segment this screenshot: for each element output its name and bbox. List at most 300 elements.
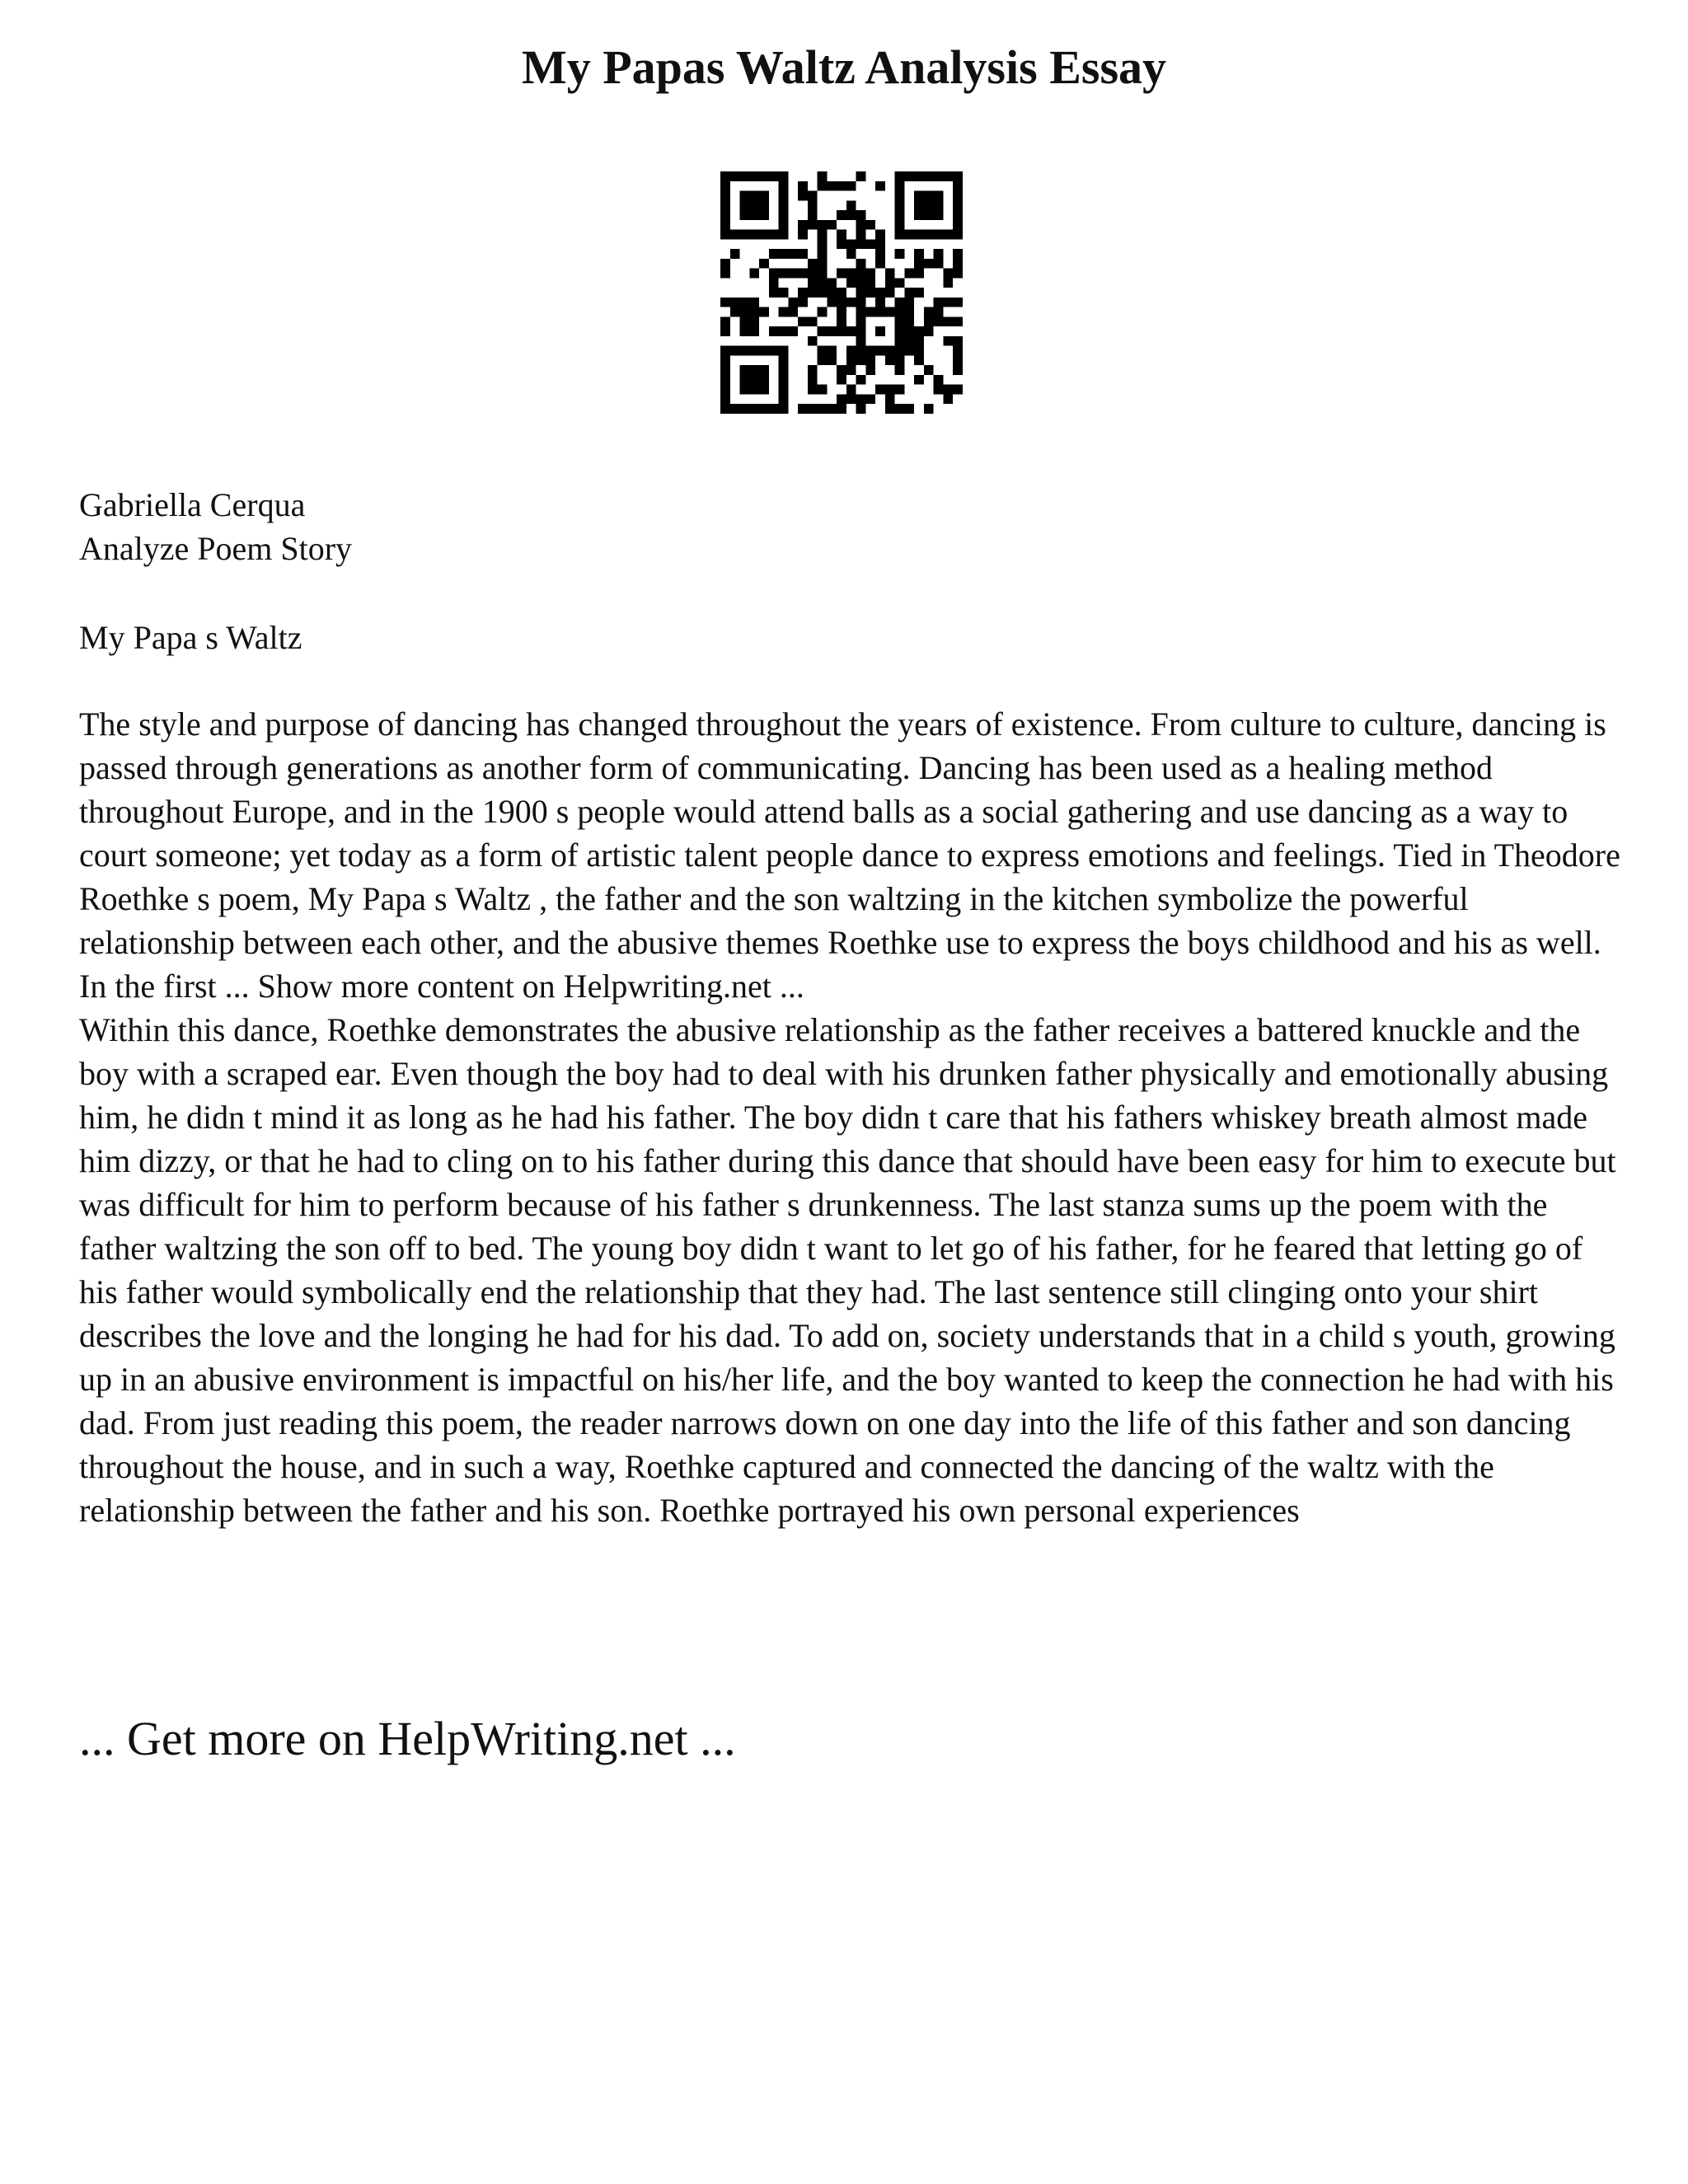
qr-module: [846, 346, 856, 356]
qr-module: [769, 230, 779, 240]
qr-module: [953, 355, 963, 365]
qr-module: [924, 316, 934, 326]
qr-module: [934, 230, 944, 240]
qr-module: [865, 394, 875, 404]
qr-module: [808, 191, 818, 201]
qr-module: [749, 307, 759, 317]
qr-module: [720, 230, 730, 240]
qr-module: [827, 181, 837, 191]
qr-module: [875, 298, 885, 307]
qr-module: [953, 259, 963, 269]
qr-module: [865, 307, 875, 317]
qr-module: [885, 394, 895, 404]
qr-module: [818, 355, 828, 365]
qr-module: [749, 210, 759, 220]
qr-module: [808, 288, 818, 298]
qr-module: [856, 394, 866, 404]
qr-module: [720, 346, 730, 356]
qr-module: [740, 375, 750, 385]
qr-module: [895, 336, 905, 346]
qr-module: [788, 249, 798, 259]
qr-module: [769, 278, 779, 288]
qr-module: [856, 230, 866, 240]
qr-module: [749, 326, 759, 336]
qr-module: [808, 404, 818, 414]
qr-module: [808, 259, 818, 269]
qr-module: [759, 200, 769, 210]
qr-module: [934, 375, 944, 385]
qr-module: [953, 346, 963, 356]
qr-module: [856, 346, 866, 356]
qr-module: [914, 336, 924, 346]
qr-module: [837, 181, 846, 191]
qr-module: [837, 298, 846, 307]
qr-module: [808, 385, 818, 395]
qr-module: [856, 210, 866, 220]
qr-module: [769, 346, 779, 356]
qr-module: [720, 210, 730, 220]
qr-module: [934, 200, 944, 210]
qr-module: [798, 316, 808, 326]
qr-module: [749, 385, 759, 395]
qr-module: [740, 298, 750, 307]
qr-module: [895, 404, 905, 414]
qr-module: [846, 365, 856, 375]
qr-module: [885, 355, 895, 365]
qr-module: [740, 200, 750, 210]
qr-module: [818, 239, 828, 249]
qr-module: [914, 355, 924, 365]
qr-module: [856, 375, 866, 385]
qr-module: [885, 346, 895, 356]
qr-module: [837, 326, 846, 336]
qr-module: [818, 259, 828, 269]
qr-module: [798, 220, 808, 230]
qr-module: [865, 346, 875, 356]
qr-module: [953, 200, 963, 210]
qr-module: [943, 336, 953, 346]
author-block: [79, 483, 352, 570]
qr-module: [798, 404, 808, 414]
qr-module: [875, 239, 885, 249]
qr-module: [885, 278, 895, 288]
qr-module: [808, 336, 818, 346]
qr-module: [914, 269, 924, 279]
qr-module: [914, 210, 924, 220]
qr-module: [846, 269, 856, 279]
qr-module: [818, 171, 828, 181]
qr-module: [865, 365, 875, 375]
qr-module: [846, 200, 856, 210]
qr-module: [788, 307, 798, 317]
qr-module: [856, 171, 866, 181]
qr-module: [720, 191, 730, 201]
qr-module: [895, 316, 905, 326]
qr-module: [818, 278, 828, 288]
qr-module: [914, 259, 924, 269]
qr-module: [740, 385, 750, 395]
qr-module: [818, 249, 828, 259]
qr-module: [740, 307, 750, 317]
qr-module: [943, 394, 953, 404]
qr-module: [856, 355, 866, 365]
qr-module: [924, 307, 934, 317]
qr-module: [943, 171, 953, 181]
qr-module: [779, 375, 789, 385]
qr-module: [895, 307, 905, 317]
qr-module: [779, 394, 789, 404]
qr-module: [808, 210, 818, 220]
qr-module: [914, 200, 924, 210]
qr-module: [720, 394, 730, 404]
qr-module: [856, 404, 866, 414]
qr-module: [798, 191, 808, 201]
qr-module: [934, 307, 944, 317]
qr-module: [846, 181, 856, 191]
qr-module: [856, 316, 866, 326]
qr-module: [720, 259, 730, 269]
qr-module: [720, 298, 730, 307]
qr-module: [759, 259, 769, 269]
footer-link-text: ... Get more on HelpWriting.net ...: [79, 1712, 736, 1765]
qr-module: [885, 385, 895, 395]
qr-module: [895, 385, 905, 395]
qr-module: [779, 365, 789, 375]
qr-module: [740, 346, 750, 356]
qr-module: [953, 181, 963, 191]
qr-module: [779, 307, 789, 317]
qr-module: [953, 316, 963, 326]
qr-module: [827, 326, 837, 336]
qr-module: [779, 288, 789, 298]
qr-module: [720, 355, 730, 365]
qr-module: [730, 404, 740, 414]
qr-module: [914, 326, 924, 336]
qr-module: [827, 404, 837, 414]
qr-module: [759, 230, 769, 240]
qr-module: [865, 269, 875, 279]
qr-module: [837, 288, 846, 298]
qr-module: [740, 326, 750, 336]
qr-module: [720, 375, 730, 385]
qr-module: [856, 278, 866, 288]
qr-module: [740, 230, 750, 240]
qr-module: [943, 316, 953, 326]
qr-module: [914, 191, 924, 201]
qr-module: [740, 210, 750, 220]
qr-module: [720, 326, 730, 336]
qr-module: [779, 181, 789, 191]
qr-module: [934, 171, 944, 181]
qr-module: [779, 200, 789, 210]
qr-module: [808, 269, 818, 279]
qr-module: [818, 404, 828, 414]
qr-module: [749, 404, 759, 414]
qr-module: [856, 298, 866, 307]
page-title: My Papas Waltz Analysis Essay: [521, 40, 1167, 94]
qr-module: [904, 326, 914, 336]
qr-module: [846, 210, 856, 220]
qr-module: [914, 288, 924, 298]
qr-module: [740, 365, 750, 375]
essay-body: [79, 702, 1629, 1532]
qr-module: [895, 171, 905, 181]
qr-module: [730, 171, 740, 181]
qr-module: [720, 200, 730, 210]
qr-module: [779, 326, 789, 336]
qr-module: [818, 288, 828, 298]
qr-module: [953, 269, 963, 279]
qr-module: [953, 191, 963, 201]
qr-module: [846, 385, 856, 395]
qr-module: [875, 288, 885, 298]
qr-module: [895, 326, 905, 336]
qr-module: [865, 288, 875, 298]
qr-module: [895, 181, 905, 191]
qr-module: [943, 385, 953, 395]
qr-module: [779, 171, 789, 181]
essay-subtitle: My Papa s Waltz: [79, 619, 302, 656]
qr-module: [720, 220, 730, 230]
qr-module: [779, 210, 789, 220]
qr-module: [924, 230, 934, 240]
qr-module: [818, 269, 828, 279]
qr-module: [827, 220, 837, 230]
qr-module: [769, 404, 779, 414]
qr-module: [759, 375, 769, 385]
qr-module: [953, 336, 963, 346]
qr-module: [914, 249, 924, 259]
qr-module: [779, 355, 789, 365]
qr-module: [759, 404, 769, 414]
qr-module: [856, 269, 866, 279]
qr-module: [904, 171, 914, 181]
qr-module: [730, 307, 740, 317]
assignment-label: Analyze Poem Story: [79, 530, 353, 567]
qr-module: [895, 365, 905, 375]
qr-module: [837, 269, 846, 279]
qr-module: [740, 191, 750, 201]
qr-module: [943, 278, 953, 288]
qr-module: [953, 385, 963, 395]
qr-module: [895, 191, 905, 201]
qr-module: [914, 346, 924, 356]
qr-module: [934, 298, 944, 307]
author-name: Gabriella Cerqua: [79, 486, 306, 523]
qr-module: [720, 404, 730, 414]
qr-module: [730, 298, 740, 307]
qr-module: [798, 269, 808, 279]
qr-module: [749, 365, 759, 375]
qr-module: [779, 191, 789, 201]
qr-module: [953, 298, 963, 307]
qr-module: [875, 326, 885, 336]
qr-module: [953, 230, 963, 240]
qr-module: [837, 230, 846, 240]
qr-module: [875, 259, 885, 269]
qr-module: [837, 365, 846, 375]
qr-module: [759, 171, 769, 181]
qr-module: [846, 355, 856, 365]
qr-module: [788, 298, 798, 307]
qr-module: [895, 355, 905, 365]
qr-module: [827, 298, 837, 307]
qr-module: [904, 230, 914, 240]
qr-module: [740, 316, 750, 326]
qr-module: [885, 404, 895, 414]
qr-module: [818, 326, 828, 336]
qr-module: [934, 259, 944, 269]
qr-module: [875, 385, 885, 395]
qr-module: [759, 191, 769, 201]
qr-module: [818, 307, 828, 317]
qr-module: [865, 239, 875, 249]
qr-module: [953, 365, 963, 375]
qr-module: [720, 181, 730, 191]
qr-module: [914, 171, 924, 181]
qr-module: [818, 181, 828, 191]
qr-module: [837, 316, 846, 326]
qr-module: [827, 278, 837, 288]
qr-module: [943, 298, 953, 307]
qr-module: [759, 385, 769, 395]
qr-module: [749, 298, 759, 307]
qr-module: [808, 200, 818, 210]
qr-module: [808, 278, 818, 288]
qr-module: [769, 269, 779, 279]
qr-module: [720, 385, 730, 395]
qr-module: [769, 171, 779, 181]
qr-module: [779, 249, 789, 259]
qr-module: [885, 288, 895, 298]
qr-module: [953, 210, 963, 220]
qr-module: [730, 230, 740, 240]
qr-module: [953, 249, 963, 259]
qr-module: [827, 346, 837, 356]
qr-module: [720, 269, 730, 279]
qr-module: [895, 200, 905, 210]
qr-module: [759, 210, 769, 220]
qr-module: [846, 249, 856, 259]
qr-module: [788, 269, 798, 279]
qr-module: [846, 326, 856, 336]
qr-module: [749, 230, 759, 240]
qr-module: [924, 210, 934, 220]
qr-module: [856, 259, 866, 269]
qr-module: [953, 171, 963, 181]
qr-module: [924, 171, 934, 181]
qr-module: [924, 200, 934, 210]
qr-module: [779, 220, 789, 230]
qr-module: [875, 249, 885, 259]
qr-module: [895, 249, 905, 259]
qr-module: [856, 326, 866, 336]
qr-module: [837, 375, 846, 385]
qr-module: [934, 191, 944, 201]
qr-module: [720, 171, 730, 181]
qr-module: [895, 346, 905, 356]
qr-module: [904, 288, 914, 298]
qr-module: [934, 385, 944, 395]
qr-module: [924, 259, 934, 269]
qr-module: [924, 191, 934, 201]
qr-module: [779, 230, 789, 240]
qr-module: [943, 230, 953, 240]
qr-module: [934, 316, 944, 326]
qr-module: [779, 404, 789, 414]
qr-module: [856, 239, 866, 249]
qr-module: [798, 249, 808, 259]
qr-module: [875, 230, 885, 240]
qr-module: [827, 288, 837, 298]
qr-module: [865, 355, 875, 365]
qr-module: [808, 365, 818, 375]
qr-module: [924, 326, 934, 336]
qr-module: [759, 307, 769, 317]
qr-module: [749, 269, 759, 279]
qr-module: [769, 249, 779, 259]
qr-module: [818, 385, 828, 395]
qr-module: [865, 278, 875, 288]
qr-code-icon: [720, 171, 963, 414]
qr-module: [749, 375, 759, 385]
qr-module: [943, 269, 953, 279]
qr-module: [730, 346, 740, 356]
qr-module: [779, 269, 789, 279]
qr-module: [749, 171, 759, 181]
qr-module: [885, 307, 895, 317]
qr-module: [904, 316, 914, 326]
qr-module: [895, 220, 905, 230]
qr-module: [924, 404, 934, 414]
essay-paragraph: The style and purpose of dancing has changed throughout the years of existence. From culture to culture, dancing is passed through generations as another form of communicating. Dancing has been used as a healing method throughout Europe, and in the 1900 s people would attend balls as a social gathering and use dancing as a way to court someone; yet today as a form of artistic talent people dance to express emotions and feelings. Tied in Theodore Roethke s poem, My Papa s Waltz , the father and the son waltzing in the kitchen symbolize the powerful relationship between each other, and the abusive themes Roethke use to express the boys childhood and his as well. In the first ... Show more content on Helpwriting.net ...: [79, 705, 1620, 1005]
qr-module: [904, 269, 914, 279]
qr-module: [818, 346, 828, 356]
qr-module: [837, 404, 846, 414]
qr-module: [759, 346, 769, 356]
qr-module: [953, 220, 963, 230]
qr-module: [798, 288, 808, 298]
qr-module: [808, 316, 818, 326]
qr-module: [846, 278, 856, 288]
qr-module: [837, 210, 846, 220]
qr-module: [885, 269, 895, 279]
qr-module: [875, 346, 885, 356]
qr-module: [904, 307, 914, 317]
qr-module: [827, 355, 837, 365]
qr-module: [895, 230, 905, 240]
qr-module: [730, 249, 740, 259]
qr-module: [875, 181, 885, 191]
qr-module: [856, 336, 866, 346]
qr-module: [769, 326, 779, 336]
essay-paragraph: Within this dance, Roethke demonstrates the abusive relationship as the father receives a battered knuckle and the boy with a scraped ear. Even though the boy had to deal with his drunken father physically and emotionally abusing him, he didn t mind it as long as he had his father. The boy didn t care that his fathers whiskey breath almost made him dizzy, or that he had to cling on to his father during this dance that should have been easy for him to execute but was difficult for him to perform because of his father s drunkenness. The last stanza sums up the poem with the father waltzing the son off to bed. The young boy didn t want to let go of his father, for he feared that letting go of his father would symbolically end the relationship that they had. The last sentence still clinging onto your shirt describes the love and the longing he had for his dad. To add on, society understands that in a child s youth, growing up in an abusive environment is impactful on his/her life, and the boy wanted to keep the connection he had with his dad. From just reading this poem, the reader narrows down on one day into the life of this father and son dancing throughout the house, and in such a way, Roethke captured and connected the dancing of the waltz with the relationship between the father and his son. Roethke portrayed his own personal experiences: [79, 1011, 1616, 1529]
qr-module: [749, 191, 759, 201]
qr-module: [895, 210, 905, 220]
qr-module: [798, 230, 808, 240]
qr-module: [837, 239, 846, 249]
qr-module: [798, 298, 808, 307]
qr-module: [875, 307, 885, 317]
qr-module: [904, 346, 914, 356]
qr-module: [740, 404, 750, 414]
qr-module: [934, 249, 944, 259]
qr-module: [856, 220, 866, 230]
qr-module: [846, 239, 856, 249]
qr-module: [846, 394, 856, 404]
qr-module: [720, 365, 730, 375]
qr-module: [818, 230, 828, 240]
